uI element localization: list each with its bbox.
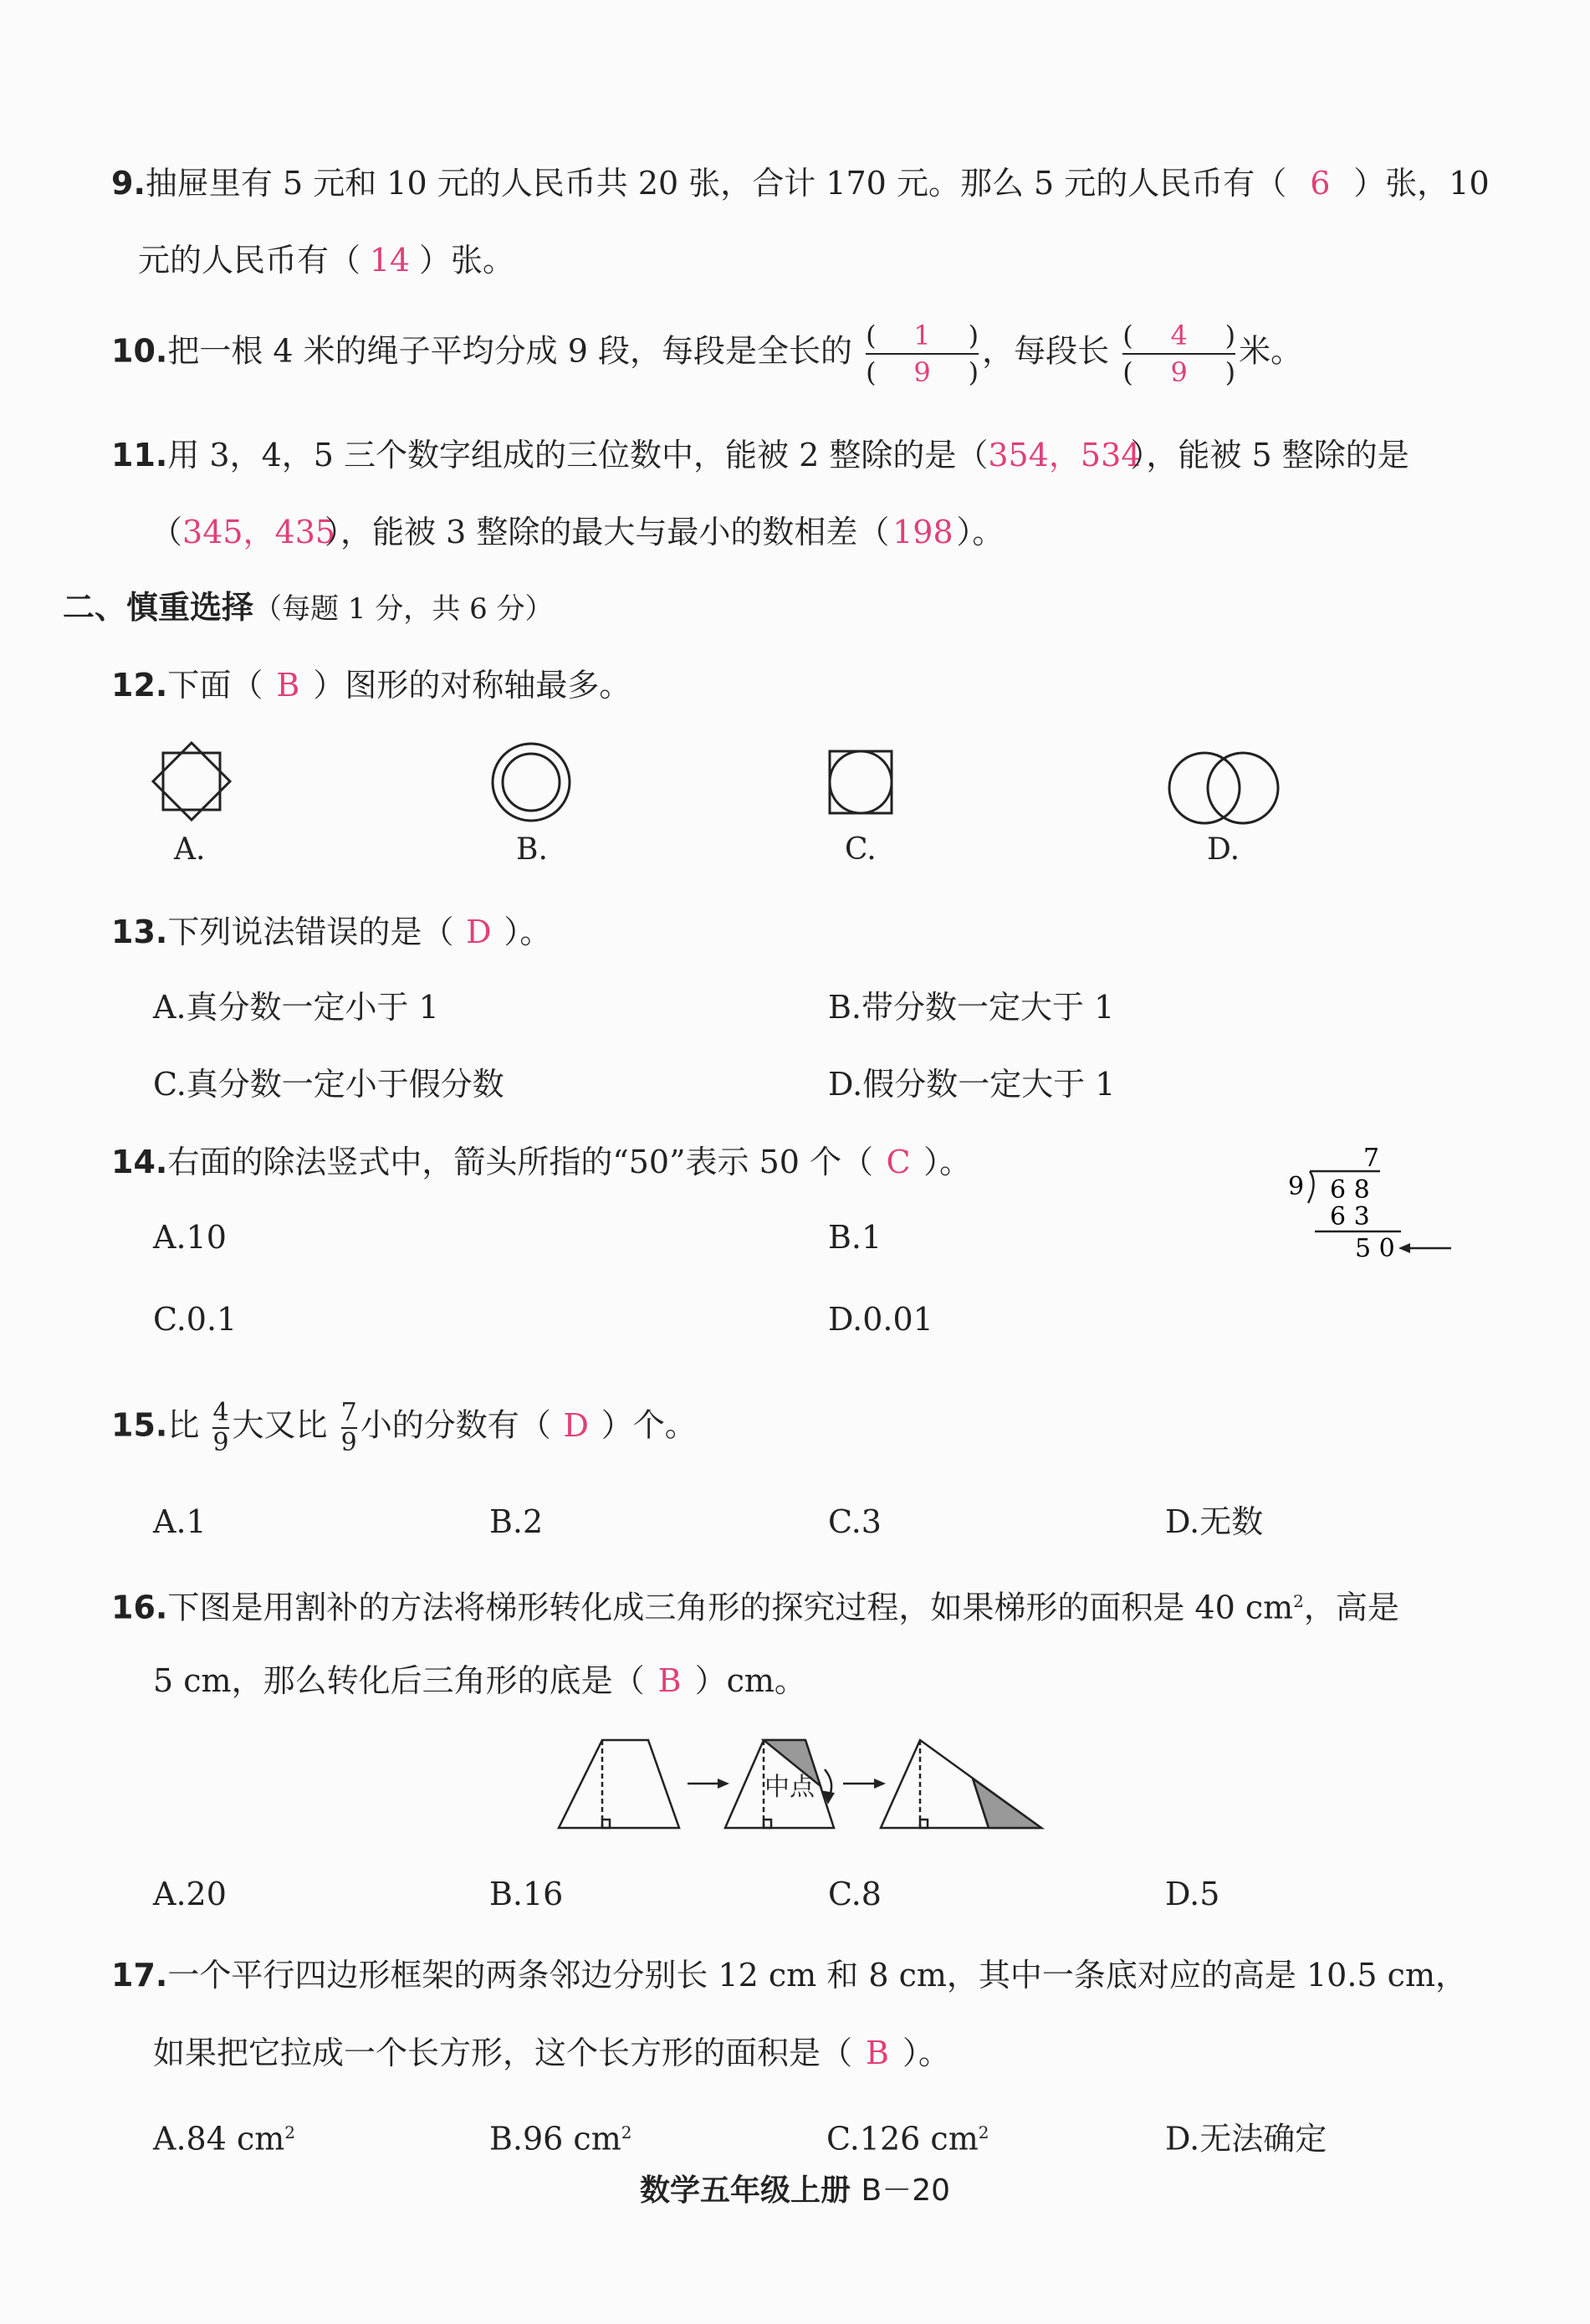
q16-option-d: D.5 [1165,1876,1220,1912]
division-remainder: 5 0 [1355,1234,1395,1263]
page-number: B－20 [861,2173,951,2208]
q13-text-a: 下列说法错误的是（ [167,914,454,950]
q10-frac2-numerator: 4 [1170,320,1188,351]
q16-diagram [552,1732,1054,1840]
q11-text-a: 用 3，4，5 三个数字组成的三位数中，能被 2 整除的是（ [167,437,989,474]
q16-text-c: 5 cm，那么转化后三角形的底是（ [153,1662,645,1699]
q17-text-a: 一个平行四边形框架的两条邻边分别长 12 cm 和 8 cm，其中一条底对应的高是 10.5 cm， [167,1957,1467,1994]
q16-line1 [111,1581,1399,1628]
q9-line1 [111,163,1490,203]
q13-number: 13. [111,914,168,950]
q12-figure-d [1169,753,1278,823]
q12-number: 12. [111,667,168,704]
q15-number: 15. [111,1406,168,1444]
q14-option-b: B.1 [828,1219,882,1256]
q15-text-a: 比 [167,1406,200,1444]
q9-answer2: 14 [369,242,411,279]
q16-answer: B [657,1662,682,1699]
q14-option-d: D.0.01 [828,1301,933,1338]
q13-option-c: C.真分数一定小于假分数 [153,1066,504,1103]
arrow-icon [1398,1243,1451,1253]
q16-text-b: ，高是 [1303,1589,1399,1626]
q11-line2 [151,512,1004,552]
q12-figure-b [493,744,570,821]
q9-line2 [138,240,514,280]
q17-line1 [111,1955,1467,1995]
q15-text-d: ）个。 [601,1406,697,1444]
q15-answer: D [563,1406,589,1444]
q11-text-e: ）。 [956,514,1005,550]
q17-text-b: 如果把它拉成一个长方形，这个长方形的面积是（ [153,2035,853,2071]
q13-answer: D [466,914,492,950]
division-product: 6 3 [1330,1202,1370,1231]
q17-answer: B [866,2035,889,2071]
q12-figure-a [153,743,230,820]
q15-fraction1: $\frac{4}{9}$ [212,1398,229,1457]
q14-answer: C [886,1144,911,1180]
q15-option-c: C.3 [828,1503,882,1540]
q10-number: 10. [111,332,168,370]
q12-figure-c [830,751,892,813]
q15-line [111,1399,697,1457]
midpoint-label: 中点 [764,1773,815,1802]
q11-text-b: ），能被 5 整除的是 [1130,437,1409,474]
q16-option-a: A.20 [153,1876,227,1912]
q11-number: 11. [111,437,168,474]
division-quotient: 7 [1363,1144,1380,1173]
q13-text-b: ）。 [504,914,552,950]
q13-option-d: D.假分数一定大于 1 [828,1066,1116,1103]
section2-note: （每题 1 分，共 6 分） [253,592,554,626]
q9-text-d: ）张。 [419,242,515,279]
section2-heading [63,587,554,629]
q13-option-b: B.带分数一定大于 1 [828,989,1115,1026]
q17-number: 17. [111,1957,168,1994]
q15-option-d: D.无数 [1165,1503,1264,1540]
section2-title: 二、慎重选择 [63,589,254,626]
q11-text-c: （ [151,514,183,550]
q12-answer: B [276,667,300,704]
triangle-result [881,1740,1041,1828]
arrow-right-icon-2 [843,1779,886,1789]
q17-option-c: C.126 $cm^2$ [826,2120,989,2158]
q10-frac1-denominator: 9 [913,356,931,388]
q10-fraction1: $\frac{( 1 )}{( 9 )}$ [866,320,979,388]
q12-line [111,665,631,705]
q11-text-d: ），能被 3 整除的最大与最小的数相差（ [325,514,890,550]
q16-text-d: ）cm。 [694,1662,806,1699]
q10-text-a: 把一根 4 米的绳子平均分成 9 段，每段是全长的 [167,332,853,370]
q13-option-a: A.真分数一定小于 1 [153,989,439,1026]
q16-number: 16. [111,1589,168,1626]
q12-text-b: ）图形的对称轴最多。 [313,667,631,704]
q10-text-c: 米。 [1239,332,1303,370]
q14-text-a: 右面的除法竖式中，箭头所指的“50”表示 50 个（ [167,1144,874,1180]
q10-text-b: ，每段长 [982,332,1110,370]
q15-fraction2: $\frac{7}{9}$ [340,1398,357,1457]
q16-line2 [153,1661,806,1701]
arrow-right-icon-1 [688,1779,729,1789]
trapezoid-1 [559,1740,679,1828]
q13-line [111,912,551,952]
q10-frac2-denominator: 9 [1170,356,1188,388]
q14-option-a: A.10 [153,1219,227,1256]
q10-frac1-numerator: 1 [913,320,931,351]
q15-text-b: 大又比 [232,1406,328,1444]
q15-option-b: B.2 [489,1503,544,1540]
q12-text-a: 下面（ [167,667,263,704]
q17-option-a: A.84 $cm^2$ [153,2120,296,2158]
q9-text-b: ）张，10 [1353,165,1490,202]
q14-option-c: C.0.1 [153,1301,238,1338]
q12-label-a: A. [174,832,206,867]
q16-sup: 2 [1293,1591,1304,1611]
footer-text: 数学五年级上册 [639,2173,851,2208]
q11-answer1: 354，534 [988,437,1142,474]
q11-line1 [111,435,1409,475]
q10-fraction2: $\frac{( 4 )}{( 9 )}$ [1122,320,1236,388]
page-footer [0,2167,1590,2209]
q15-text-c: 小的分数有（ [360,1406,551,1444]
q17-option-d: D.无法确定 [1165,2120,1327,2158]
q14-line [111,1142,971,1182]
q16-option-b: B.16 [489,1876,564,1912]
q12-label-d: D. [1207,832,1240,867]
q14-number: 14. [111,1144,168,1180]
q10-line [111,318,1302,390]
q15-option-a: A.1 [153,1503,207,1540]
q16-option-c: C.8 [828,1876,882,1912]
q9-text-c: 元的人民币有（ [138,242,361,279]
q12-figures [0,736,1590,837]
q17-option-b: B.96 $cm^2$ [489,2120,632,2158]
q11-answer2: 345，435 [182,514,336,550]
q9-number: 9. [111,165,146,202]
q11-answer3: 198 [892,514,953,550]
q17-line2 [153,2033,950,2073]
q12-label-b: B. [516,832,548,867]
q9-text-a: 抽屉里有 5 元和 10 元的人民币共 20 张，合计 170 元。那么 5 元的人民币有（ [145,165,1287,202]
q14-text-b: ）。 [923,1144,972,1180]
division-divisor: 9 [1288,1172,1305,1201]
division-dividend: 6 8 [1330,1175,1370,1205]
q14-division-diagram [1280,1138,1464,1272]
q12-label-c: C. [845,832,877,867]
q16-text-a: 下图是用割补的方法将梯形转化成三角形的探究过程，如果梯形的面积是 40 cm [167,1589,1294,1626]
q9-answer1: 6 [1310,165,1331,202]
q17-text-c: ）。 [902,2035,951,2071]
